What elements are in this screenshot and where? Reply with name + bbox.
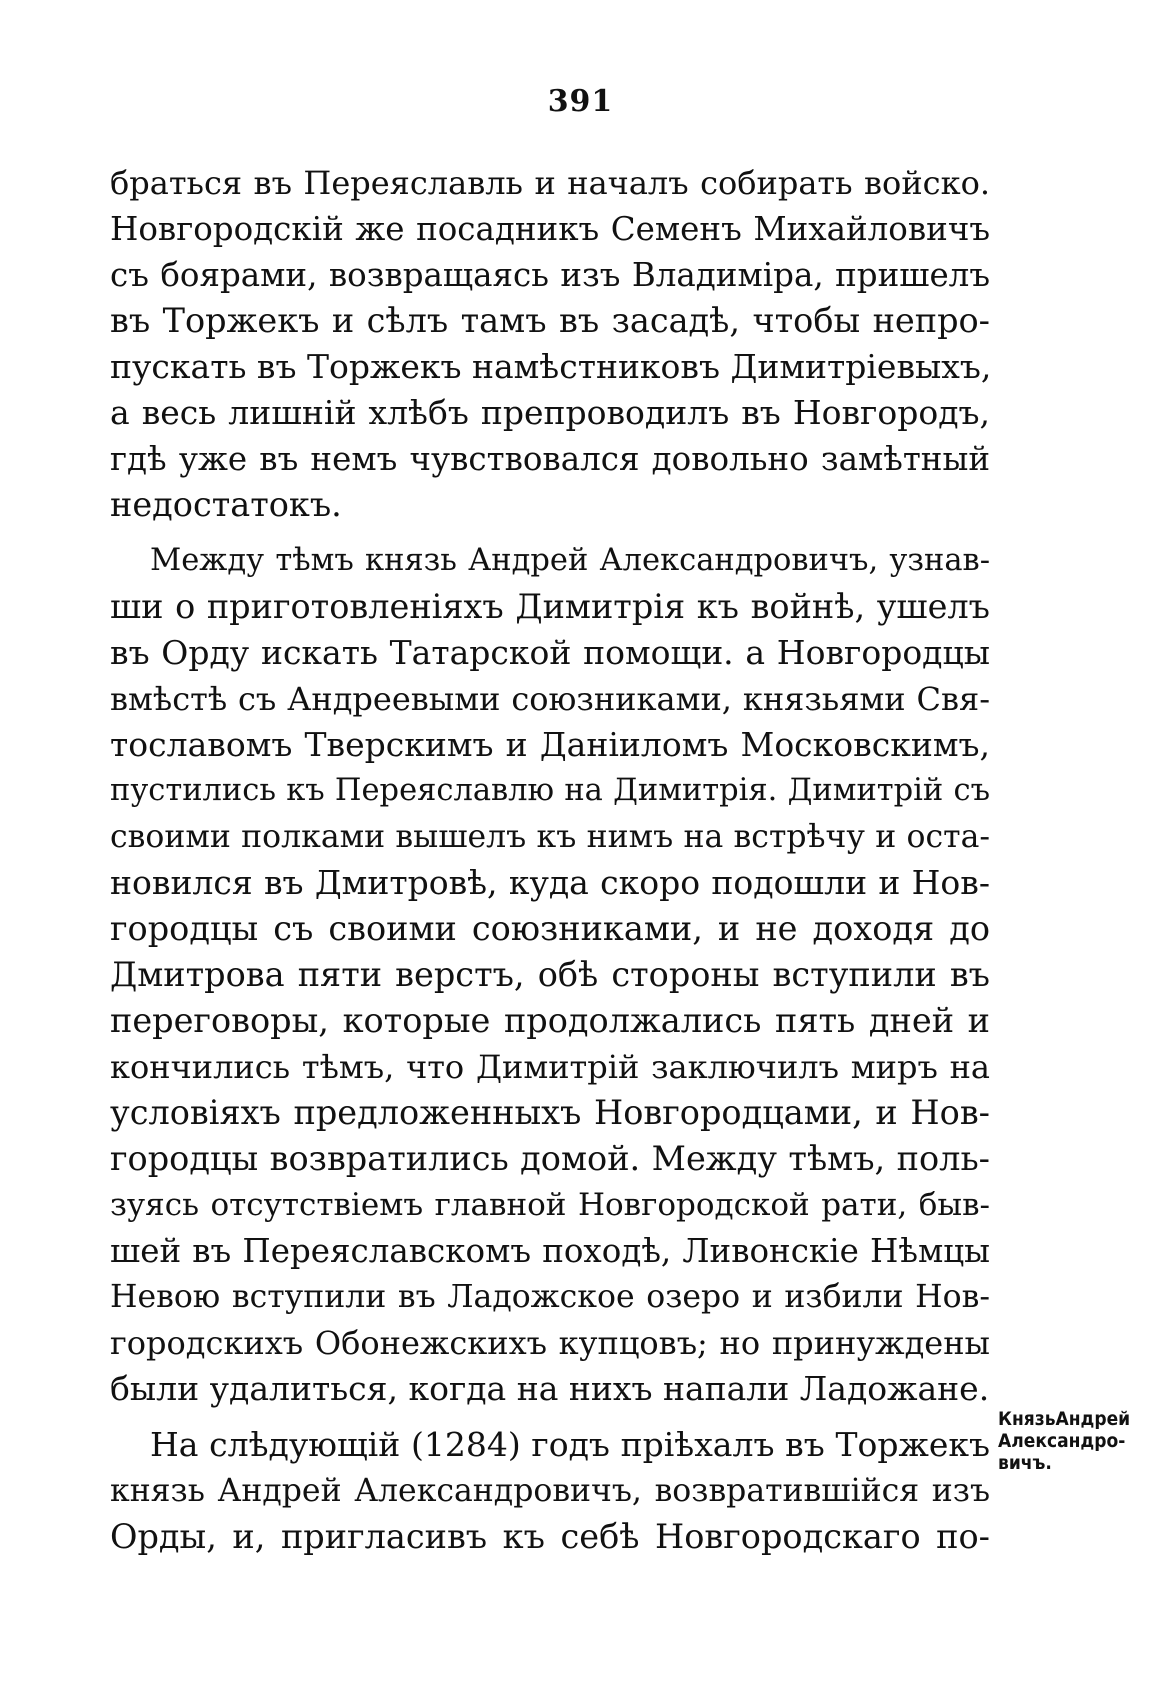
- text-line: кончились тѣмъ, что Димитрій заключилъ миръ на: [110, 1048, 990, 1086]
- text-line: Новгородскій же посадникъ Семенъ Михайловичъ: [110, 210, 990, 248]
- text-line: Дмитрова пяти верстъ, обѣ стороны вступили въ: [110, 955, 990, 994]
- body-text: [110, 160, 990, 1560]
- text-line: вмѣстѣ съ Андреевыми союзниками, князьями Свя-: [110, 680, 990, 718]
- text-line: тославомъ Тверскимъ и Даніиломъ Московскимъ,: [110, 725, 990, 764]
- text-line: На слѣдующій (1284) годъ пріѣхалъ въ Торжекъ: [150, 1425, 990, 1464]
- text-line: городскихъ Обонежскихъ купцовъ; но принуждены: [110, 1324, 990, 1362]
- text-line: а весь лишній хлѣбъ препроводилъ въ Новгородъ,: [110, 393, 990, 432]
- text-line: городцы возвратились домой. Между тѣмъ, поль-: [110, 1139, 990, 1178]
- margin-note-line: Александро-: [998, 1430, 1126, 1452]
- text-line: были удалиться, когда на нихъ напали Ладожане.: [110, 1369, 990, 1408]
- text-line: гдѣ уже въ немъ чувствовался довольно замѣтный: [110, 440, 990, 478]
- text-line: Между тѣмъ князь Андрей Александровичъ, узнав-: [150, 543, 990, 578]
- text-line: въ Торжекъ и сѣлъ тамъ въ засадѣ, чтобы непро-: [110, 301, 990, 340]
- text-line: городцы съ своими союзниками, и не доходя до: [110, 909, 990, 948]
- text-line: въ Орду искать Татарской помощи. а Новгородцы: [110, 633, 990, 672]
- text-line: шей въ Переяславскомъ походѣ, Ливонскіе Нѣмцы: [110, 1232, 990, 1270]
- text-line: съ боярами, возвращаясь изъ Владиміра, пришелъ: [110, 256, 990, 294]
- paragraph-3: [110, 1422, 990, 1560]
- text-line: переговоры, которые продолжались пять дней и: [110, 1001, 990, 1040]
- text-line: новился въ Дмитровѣ, куда скоро подошли и Нов-: [110, 863, 990, 902]
- paragraph-2: [110, 538, 990, 1412]
- paragraph-1: [110, 160, 990, 528]
- text-line: Невою вступили въ Ладожское озеро и избили Нов-: [110, 1279, 990, 1315]
- text-line: браться въ Переяславль и началъ собирать войско.: [110, 164, 990, 202]
- margin-note-line: КнязьАндрей: [998, 1408, 1131, 1430]
- text-line: пустились къ Переяславлю на Димитрія. Димитрій съ: [110, 773, 990, 808]
- text-line: недостатокъ.: [110, 485, 342, 524]
- text-line: Орды, и, пригласивъ къ себѣ Новгородскаго по-: [110, 1517, 990, 1556]
- text-line: пускать въ Торжекъ намѣстниковъ Димитріевыхъ,: [110, 347, 992, 386]
- text-line: условіяхъ предложенныхъ Новгородцами, и Нов-: [110, 1093, 990, 1132]
- page-number: 391: [547, 84, 614, 119]
- text-line: ши о приготовленіяхъ Димитрія къ войнѣ, ушелъ: [110, 587, 990, 626]
- margin-note-line: вичъ.: [998, 1452, 1052, 1474]
- text-line: зуясь отсутствіемъ главной Новгородской рати, быв-: [110, 1187, 990, 1223]
- margin-note: [998, 1408, 1160, 1474]
- text-line: своими полками вышелъ къ нимъ на встрѣчу и оста-: [110, 819, 990, 855]
- text-line: князь Андрей Александровичъ, возвратившійся изъ: [110, 1473, 990, 1509]
